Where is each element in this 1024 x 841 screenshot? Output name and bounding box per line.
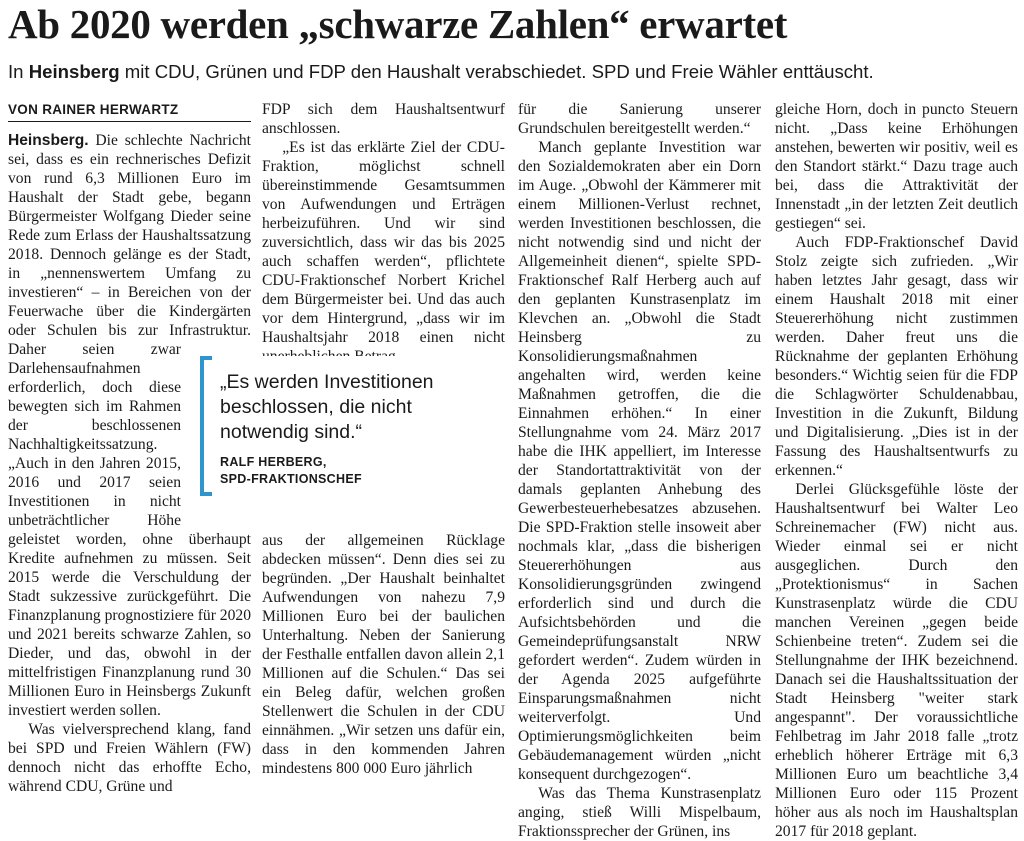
paragraph: Auch FDP-Fraktionschef David Stolz zeigte sich zufrieden. „Wir haben letztes Jahr gesagt, dass wir einem Haushalt 2018 mit einer Steuererhöhung nicht zustimmen werden. Daher freut uns die Rücknahme der geplanten Erhöhung besonders.“ Wichtig seien für die FDP die Schlagwörter Schuldenabbau, Investition in die Zukunft, Bildung und Digitalisierung. „Dies ist in der Fassung des Haushaltsentwurfs zu erkennen.“ [775,234,1018,479]
paragraph: „Es ist das erklärte Ziel der CDU-Fraktion, möglichst schnell übereinstimmende Gesamtsummen von Aufwendungen und Erträgen herbeizuführen. Und wir sind zuversichtlich, dass wir das bis 2025 auch schaffen werden“, pflichtete CDU-Fraktionschef Norbert Krichel dem Bürgermeister bei. Und das auch vor dem Hintergrund, „dass wir im Haushaltsjahr 2018 einen nicht [262,139,505,346]
paragraph-text: Die schlechte Nachricht sei, dass es ein rechnerisches Defizit von rund 6,3 Millionen Euro im Haushalt der Stadt gebe, begann Bürgermeister Wolfgang Dieder seine Rede zum Erlass der Haushaltssatzung 2018. Dennoch gelänge es der Stadt, in „nennenswertem Umfang zu investieren“ – in Bereichen von der Feuerwache über die Kindergärten oder Schulen bis zur Infrastruktur. Daher seien zwar Darlehensaufnahmen erforderlich, doch diese bewegten sich im Rahmen der beschlossenen Nachhaltigkeitssatzung. „Auch in den Jahren 2015, 2016 und 2017 seien Investitionen in nicht unbeträchtlicher Höhe geleistet worden, ohne überhaupt Kredite aufnehmen zu müssen. Seit 2015 werde die Verschuldung der Stadt sukzessive zurückgeführt. Die Finanzplanung prognostiziere für 2020 und 2021 bereits schwarze Zahlen, so Dieder, und das, obwohl in der mittelfristigen Finanzplanung rund 30 Millionen Euro in Heinsbergs Zukunft investiert werden sollen. [8,132,251,719]
quote-bracket-icon [200,356,204,496]
paragraph: gleiche Horn, doch in puncto Steuern nicht. „Dass keine Erhöhungen anstehen, bewerten wir positiv, weil es den Standort stärkt.“ Dazu trage auch bei, dass die Attraktivität der Innenstadt „in der letzten Zeit deutlich gestiegen“ sei. [775,101,1018,232]
paragraph: Was das Thema Kunstrasenplatz anging, stieß Willi Mispelbaum, Fraktionssprecher der Grünen, ins [518,785,761,840]
pull-quote-text: „Es werden Investitionen beschlossen, die nicht notwendig sind.“ [220,371,434,443]
article-column-4 [775,100,1018,840]
byline: VON RAINER HERWARTZ [8,100,251,122]
article-column-3 [518,100,761,840]
paragraph: FDP sich dem Haushaltsentwurf anschlossen. [262,101,505,137]
quote-bracket-bottom [200,490,212,496]
paragraph: Manch geplante Investition war den Sozialdemokraten aber ein Dorn im Auge. „Obwohl der Kämmerer mit einem Millionen-Verlust rechnet, werden Investitionen beschlossen, die nicht notwendig sind und nicht der Allgemeinheit dienen“, spielte SPD-Fraktionschef Ralf Herberg auch auf den geplanten Kunstrasenplatz im Klevchen an. „Obwohl die Stadt Heinsberg zu Konsolidierungsmaßnahmen angehalten wird, werden keine Maßnahmen getroffen, die die Einnahmen erhöhen.“ In einer Stellungnahme vom 24. März 2017 habe die IHK appelliert, im Interesse der Standortattraktivität von der damals geplanten Anhebung des Gewerbesteuerhebesatzes abzusehen. Die SPD-Fraktion stelle insoweit aber nochmals klar, „dass die bisherigen Steuererhöhungen aus Konsolidierungsgründen zwingend erforderlich sind und durch die Aufsichtsbehörden und die Gemeindeprüfungsanstalt NRW gefordert werden“. Zudem würden in der Agenda 2025 aufgeführte Einsparungsmaßnahmen nicht weiterverfolgt. Und Optimierungsmöglichkeiten beim Gebäudemanagement würden „nicht konsequent durchgezogen“. [518,139,761,783]
paragraph: Derlei Glücksgefühle löste der Haushaltsentwurf bei Walter Leo Schreinemacher (FW) nicht aus. Wieder einmal sei er nicht ausgeglichen. Durch den „Protektionismus“ in Sachen Kunstrasenplatz würde die CDU manchen Vereinen „gegen beide Schienbeine treten“. Zudem sei die Stellungnahme der IHK bezeichnend. Danach sei die Haushaltssituation der Stadt Heinsberg "weiter stark angespannt". Der voraussichtliche Fehlbetrag im Jahr 2018 falle „trotz erheblich höherer Erträge mit 6,3 Millionen Euro um beachtliche 3,4 Millionen Euro oder 115 Prozent höher aus als noch im Haushaltsplan 2017 für 2018 geplant. [775,481,1018,840]
dateline: Heinsberg. [8,132,89,149]
subheadline-city: Heinsberg [28,61,120,82]
pull-quote [198,356,458,496]
paragraph: Was vielversprechend klang, fand bei SPD und Freien Wählern (FW) dennoch nicht das erhoffte Echo, während CDU, Grüne und [8,721,251,795]
subheadline-rest: mit CDU, Grünen und FDP den Haushalt verabschiedet. SPD und Freie Wähler enttäuscht. [119,61,874,82]
subheadline [8,59,1018,85]
paragraph: aus der allgemeinen Rücklage abdecken müssen“. Denn dies sei zu begründen. „Der Haushalt beinhaltet Aufwendungen von nahezu 7,9 Millionen Euro bei der baulichen Unterhaltung. Neben der Sanierung der Festhalle entfallen davon allein 2,1 Millionen auf die Schulen.“ Das sei ein Beleg dafür, welchen großen Stellenwert die Schulen in der CDU einnähmen. „Wir setzen uns dafür ein, dass in den kommenden Jahren mindestens 800 000 Euro jährlich [262,532,505,777]
pull-quote-author-role: SPD-FRAKTIONSCHEF [220,472,362,486]
pull-quote-author-name: RALF HERBERG, [220,455,327,469]
pull-quote-author [220,454,456,488]
subheadline-prefix: In [8,61,29,82]
headline: Ab 2020 werden „schwarze Zahlen“ erwartet [8,1,788,47]
quote-bracket-top [200,356,212,362]
paragraph: für die Sanierung unserer Grundschulen bereitgestellt werden.“ [518,101,761,137]
